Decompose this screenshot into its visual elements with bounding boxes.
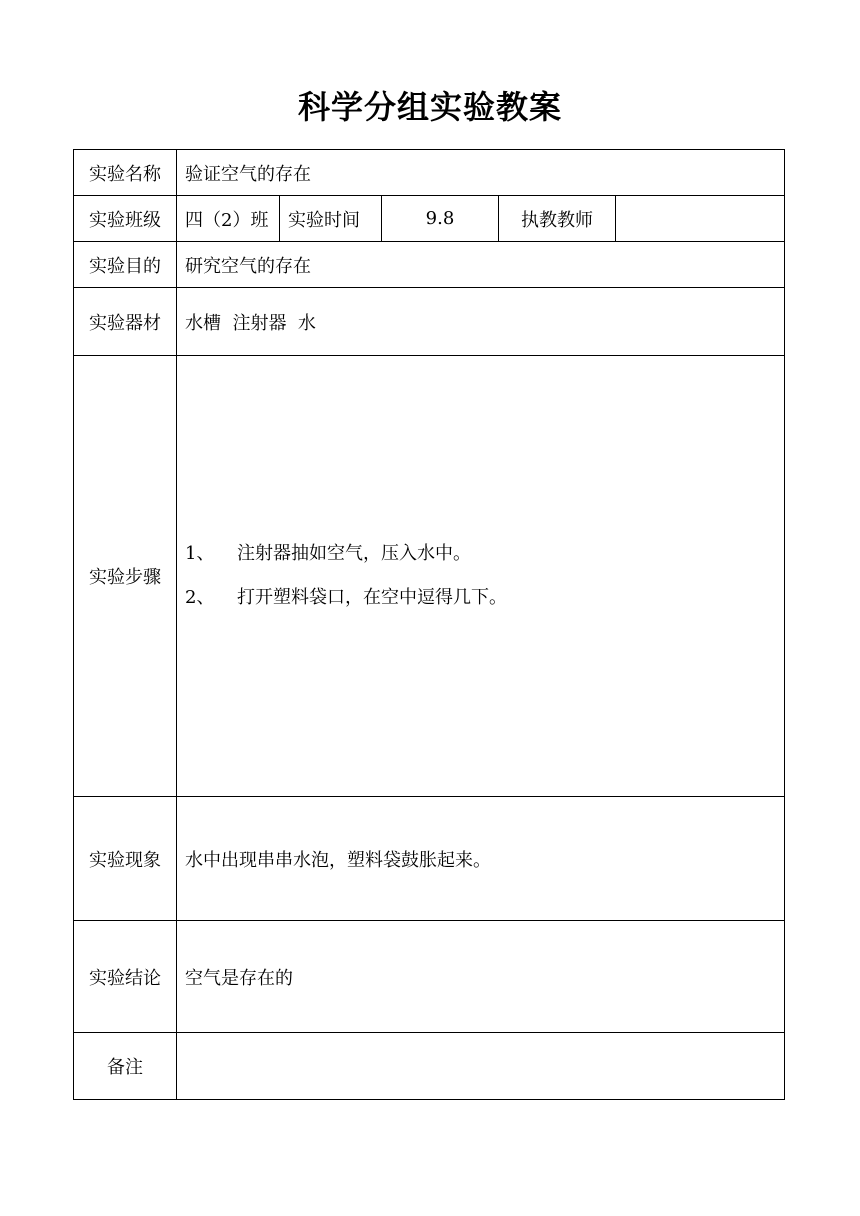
step-number: 2、 bbox=[185, 587, 215, 608]
class-value: 四（2）班 bbox=[177, 196, 280, 242]
teacher-label: 执教教师 bbox=[499, 196, 616, 242]
time-label: 实验时间 bbox=[280, 196, 382, 242]
row-experiment-equipment bbox=[74, 288, 785, 356]
row-remarks bbox=[74, 1033, 785, 1100]
remarks-label: 备注 bbox=[74, 1033, 177, 1100]
equipment-label: 实验器材 bbox=[74, 288, 177, 356]
equipment-value: 水槽 注射器 水 bbox=[177, 288, 785, 356]
teacher-value bbox=[616, 196, 785, 242]
row-experiment-steps bbox=[74, 356, 785, 797]
lesson-plan-table bbox=[73, 149, 785, 1100]
conclusion-label: 实验结论 bbox=[74, 921, 177, 1033]
remarks-value bbox=[177, 1033, 785, 1100]
step-item bbox=[185, 576, 784, 620]
row-experiment-conclusion bbox=[74, 921, 785, 1033]
phenomenon-value: 水中出现串串水泡，塑料袋鼓胀起来。 bbox=[177, 797, 785, 921]
steps-label: 实验步骤 bbox=[74, 356, 177, 797]
page-title: 科学分组实验教案 bbox=[297, 88, 562, 126]
steps-content bbox=[177, 356, 785, 797]
conclusion-value: 空气是存在的 bbox=[177, 921, 785, 1033]
row-experiment-phenomenon bbox=[74, 797, 785, 921]
purpose-label: 实验目的 bbox=[74, 242, 177, 288]
class-label: 实验班级 bbox=[74, 196, 177, 242]
row-experiment-purpose bbox=[74, 242, 785, 288]
row-experiment-class bbox=[74, 196, 785, 242]
time-value: 9.8 bbox=[382, 196, 499, 242]
step-number: 1、 bbox=[185, 543, 215, 564]
purpose-value: 研究空气的存在 bbox=[177, 242, 785, 288]
phenomenon-label: 实验现象 bbox=[74, 797, 177, 921]
name-value: 验证空气的存在 bbox=[177, 150, 785, 196]
step-text: 注射器抽如空气，压入水中。 bbox=[237, 543, 471, 564]
step-item bbox=[185, 532, 784, 576]
step-text: 打开塑料袋口，在空中逗得几下。 bbox=[237, 587, 507, 608]
name-label: 实验名称 bbox=[74, 150, 177, 196]
row-experiment-name bbox=[74, 150, 785, 196]
